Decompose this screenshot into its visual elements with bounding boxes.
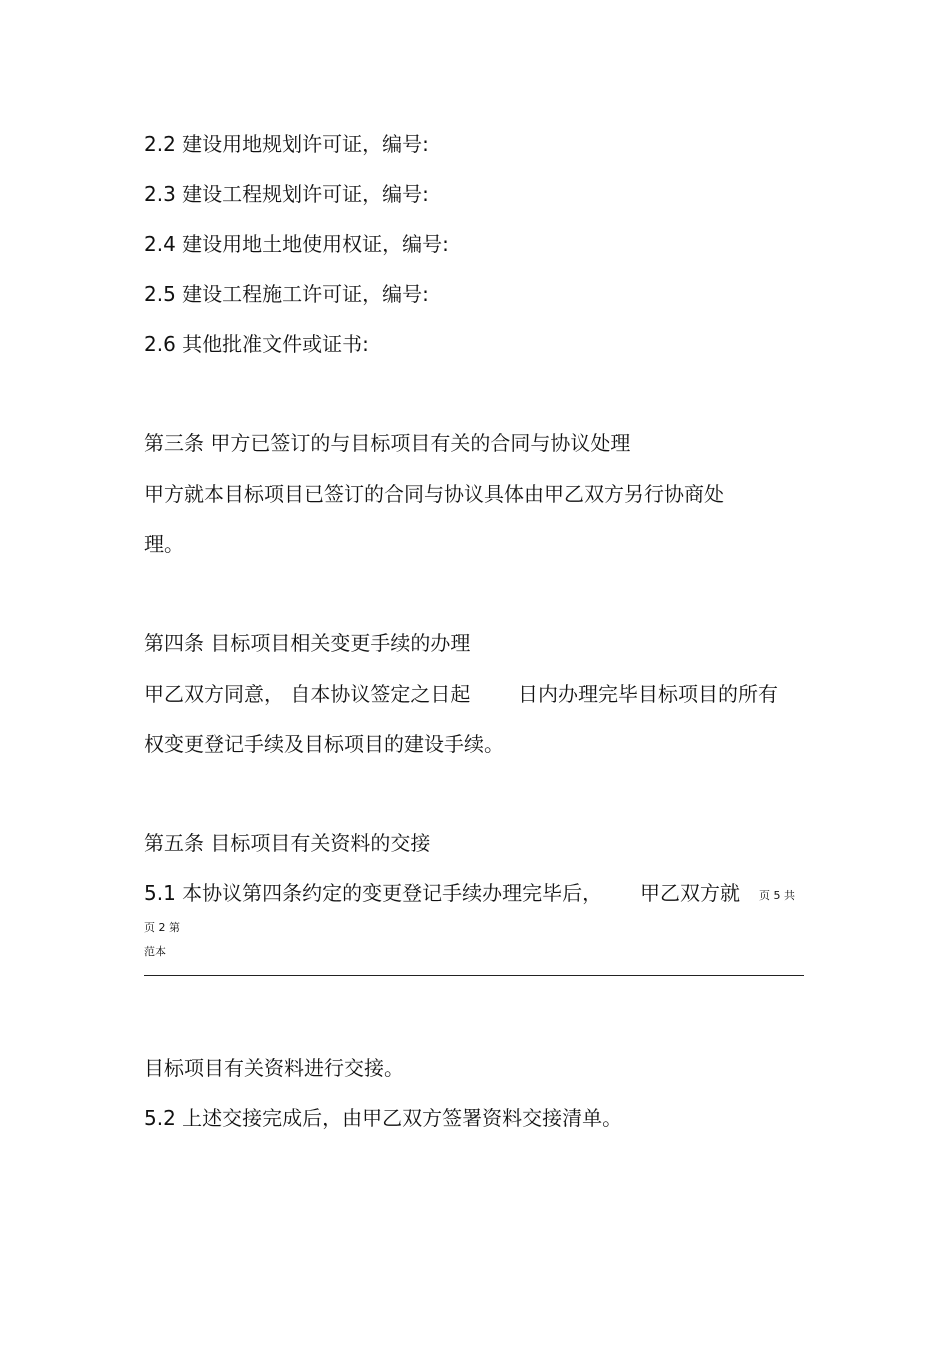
footer-divider [144, 975, 804, 976]
clause-5-1-continuation: 目标项目有关资料进行交接。 [144, 1056, 404, 1080]
article-5-title: 第五条 目标项目有关资料的交接 [144, 831, 431, 855]
article-3-title: 第三条 甲方已签订的与目标项目有关的合同与协议处理 [144, 431, 631, 455]
item-2-5: 2.5 建设工程施工许可证，编号: [144, 282, 429, 306]
article-3-body-line-1: 甲方就本目标项目已签订的合同与协议具体由甲乙双方另行协商处 [144, 482, 724, 506]
clause-5-2: 5.2 上述交接完成后，由甲乙双方签署资料交接清单。 [144, 1106, 623, 1130]
item-2-4: 2.4 建设用地土地使用权证，编号: [144, 232, 449, 256]
item-2-2: 2.2 建设用地规划许可证，编号: [144, 132, 429, 156]
clause-5-1-part-2: 甲乙双方就 [640, 881, 740, 905]
footer-page-info: 页 2 第 [144, 921, 180, 934]
article-4-body-part-2: 日内办理完毕目标项目的所有 [518, 682, 778, 706]
clause-5-1-part-1: 5.1 本协议第四条约定的变更登记手续办理完毕后， [144, 881, 603, 905]
article-4-title: 第四条 目标项目相关变更手续的办理 [144, 631, 471, 655]
item-2-3: 2.3 建设工程规划许可证，编号: [144, 182, 429, 206]
article-4-body-part-1: 甲乙双方同意， 自本协议签定之日起 [144, 682, 471, 706]
footer-label: 范本 [144, 945, 166, 958]
footer-page-info-right: 页 5 共 [759, 889, 795, 902]
article-3-body-line-2: 理。 [144, 532, 184, 556]
item-2-6: 2.6 其他批准文件或证书: [144, 332, 369, 356]
article-4-body-line-2: 权变更登记手续及目标项目的建设手续。 [144, 732, 504, 756]
